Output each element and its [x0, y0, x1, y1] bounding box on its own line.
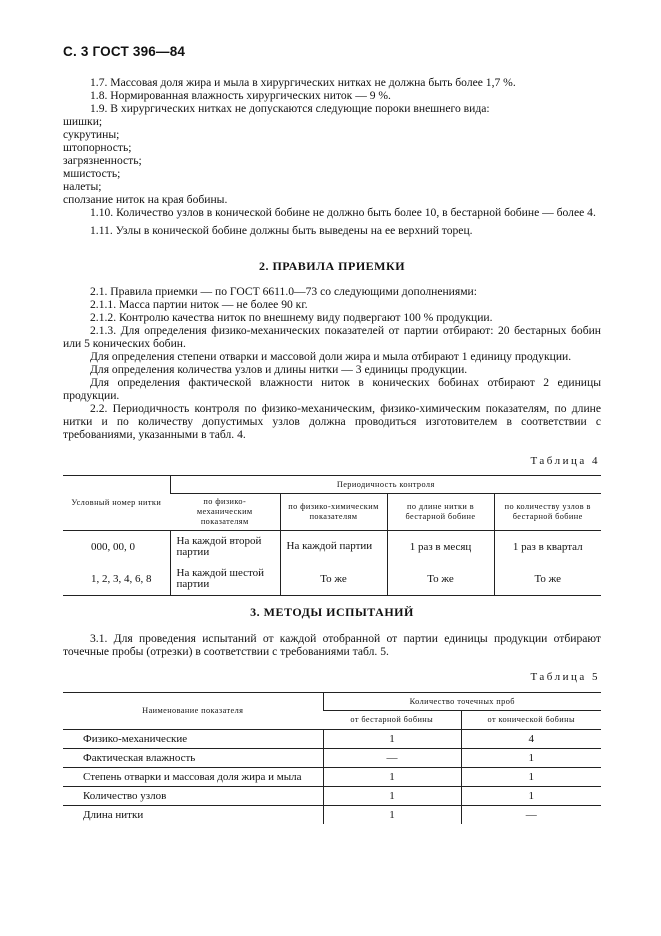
column-header: от бестарной бобины — [323, 711, 461, 730]
table-cell: 1 — [323, 730, 461, 749]
table-cell: — — [323, 749, 461, 768]
table-cell: На каждой шестой партии — [170, 563, 280, 596]
paragraph: 2.1.3. Для определения физико-механических показателей от партии отбирают: 20 бестарных бобин или 5 конических бобин. — [63, 324, 601, 350]
paragraph: Для определения фактической влажности ниток в конических бобинах отбирают 2 единицы продукции. — [63, 376, 601, 402]
paragraph: Для определения степени отварки и массовой доли жира и мыла отбирают 1 единицу продукции. — [90, 350, 572, 363]
paragraph: 1.11. Узлы в конической бобине должны быть выведены на ее верхний торец. — [90, 224, 473, 237]
table-cell: Степень отварки и массовая доля жира и мыла — [63, 768, 323, 787]
group-header: Периодичность контроля — [170, 476, 601, 494]
paragraph: 1.9. В хирургических нитках не допускаются следующие пороки внешнего вида: — [90, 102, 490, 115]
list-item: сползание ниток на края бобины. — [63, 193, 228, 206]
column-header: по физико-химическим показателям — [280, 494, 387, 531]
section-3-body — [63, 632, 601, 658]
table-row — [63, 787, 601, 806]
table-cell: То же — [280, 563, 387, 596]
paragraph: 1.7. Массовая доля жира и мыла в хирургических нитках не должна быть более 1,7 %. — [90, 76, 516, 89]
list-item: загрязненность; — [63, 154, 142, 167]
section-2-body — [63, 285, 601, 441]
table-row — [63, 730, 601, 749]
group-header: Количество точечных проб — [323, 693, 601, 711]
table-cell: 000, 00, 0 — [91, 541, 135, 553]
column-header: Наименование показателя — [63, 693, 323, 730]
table-cell: 1 — [323, 806, 461, 825]
column-header: по физико-механическим показателям — [170, 494, 280, 531]
list-item: сукрутины; — [63, 128, 120, 141]
list-item: мшистость; — [63, 167, 121, 180]
table-cell: На каждой партии — [280, 531, 387, 564]
table-cell: 1 — [461, 749, 601, 768]
table-4-caption: Таблица 4 — [530, 455, 600, 467]
table-cell: 1 раз в квартал — [494, 531, 601, 564]
paragraph: 2.2. Периодичность контроля по физико-механическим, физико-химическим показателям, по длине нитки и по количеству допустимых узлов должна проводиться изготовителем в соответствии с требованиями, указанными в табл. 4. — [63, 402, 601, 441]
table-cell: То же — [494, 563, 601, 596]
column-header: от конической бобины — [461, 711, 601, 730]
table-row — [63, 806, 601, 825]
list-item: штопорность; — [63, 141, 132, 154]
table-cell: — — [461, 806, 601, 825]
table-5-caption: Таблица 5 — [530, 671, 600, 683]
table-4 — [63, 475, 601, 596]
paragraph: 1.8. Нормированная влажность хирургических ниток — 9 %. — [90, 89, 391, 102]
paragraph: 3.1. Для проведения испытаний от каждой отобранной от партии единицы продукции отбирают точечные пробы (отрезки) в соответствии с требованиями табл. 5. — [63, 632, 601, 658]
section-1-body — [63, 76, 601, 237]
table-cell: Фактическая влажность — [63, 749, 323, 768]
column-header: Условный номер нитки — [63, 476, 170, 531]
paragraph: 2.1. Правила приемки — по ГОСТ 6611.0—73 со следующими дополнениями: — [90, 285, 477, 298]
table-cell: 1 — [461, 768, 601, 787]
list-item: налеты; — [63, 180, 102, 193]
table-cell: Количество узлов — [63, 787, 323, 806]
table-cell: 1, 2, 3, 4, 6, 8 — [91, 573, 152, 585]
table-5 — [63, 692, 601, 824]
table-cell: 1 — [323, 768, 461, 787]
list-item: шишки; — [63, 115, 103, 128]
column-header: по длине нитки в бестарной бобине — [387, 494, 494, 531]
paragraph: 2.1.1. Масса партии ниток — не более 90 кг. — [90, 298, 308, 311]
section-3-title: 3. МЕТОДЫ ИСПЫТАНИЙ — [250, 605, 414, 619]
table-cell: Физико-механические — [63, 730, 323, 749]
table-row — [63, 563, 601, 596]
table-cell: Длина нитки — [83, 809, 144, 821]
table-row — [63, 531, 601, 564]
table-cell: 1 — [461, 787, 601, 806]
paragraph: 2.1.2. Контролю качества ниток по внешнему виду подвергают 100 % продукции. — [90, 311, 493, 324]
table-row — [63, 749, 601, 768]
table-cell: То же — [387, 563, 494, 596]
table-cell: На каждой второй партии — [170, 531, 280, 564]
table-cell: 1 раз в месяц — [387, 531, 494, 564]
page-header: С. 3 ГОСТ 396—84 — [63, 44, 186, 59]
column-header: по количеству узлов в бестарной бобине — [494, 494, 601, 531]
table-cell: 1 — [323, 787, 461, 806]
section-2-title: 2. ПРАВИЛА ПРИЕМКИ — [258, 259, 406, 273]
paragraph: 1.10. Количество узлов в конической бобине не должно быть более 10, в бестарной бобине — более 4. — [90, 206, 596, 219]
paragraph: Для определения количества узлов и длины нитки — 3 единицы продукции. — [90, 363, 468, 376]
table-row — [63, 768, 601, 787]
table-cell: 4 — [461, 730, 601, 749]
